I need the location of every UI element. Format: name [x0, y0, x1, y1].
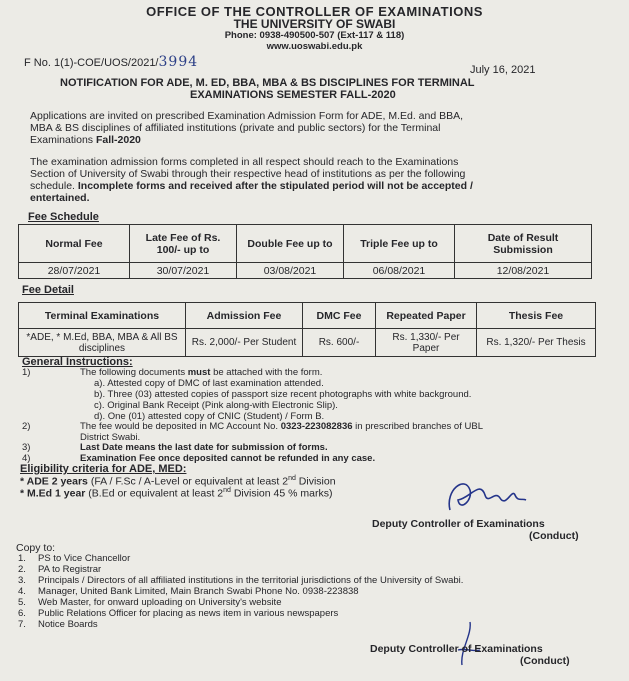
- copy-to-item: Principals / Directors of all affiliated institutions in the territorial jurisdictions of the University of Swabi.: [38, 575, 464, 586]
- copy-to-number: 1.: [18, 553, 26, 564]
- instruction-number: 1): [22, 367, 31, 378]
- instruction-number: 3): [22, 442, 31, 453]
- copy-to-number: 4.: [18, 586, 26, 597]
- instruction-2: [80, 421, 483, 432]
- fee-schedule-value: 30/07/2021: [130, 263, 237, 279]
- reference-prefix: F No. 1(1)-COE/UOS/2021/: [24, 57, 159, 69]
- para1-line3: [30, 134, 141, 146]
- eligibility-ade: [20, 475, 336, 488]
- copy-to-item: PA to Registrar: [38, 564, 102, 575]
- fee-schedule-table: [18, 224, 592, 279]
- notification-date: July 16, 2021: [470, 64, 536, 76]
- fee-detail-table: [18, 302, 596, 357]
- copy-to-number: 2.: [18, 564, 26, 575]
- instruction-2-line2: District Swabi.: [80, 432, 141, 443]
- copy-to-item: Public Relations Officer for placing as news item in various newspapers: [38, 608, 339, 619]
- fee-schedule-header: Triple Fee up to: [344, 225, 455, 263]
- eligibility-med-bold: * M.Ed 1 year: [20, 487, 86, 500]
- copy-to-number: 6.: [18, 608, 26, 619]
- instruction-sub-c: c). Original Bank Receipt (Pink along-with Electronic Slip).: [94, 400, 338, 411]
- instruction-4: Examination Fee once deposited cannot be refunded in any case.: [80, 453, 376, 464]
- fee-detail-value: Rs. 1,320/- Per Thesis: [477, 329, 596, 357]
- notification-title-line2: EXAMINATIONS SEMESTER FALL-2020: [190, 89, 396, 101]
- copy-to-number: 3.: [18, 575, 26, 586]
- phone-line: Phone: 0938-490500-507 (Ext-117 & 118): [224, 30, 405, 41]
- fee-schedule-header-row: [19, 225, 592, 263]
- instructions-title: General Instructions:: [22, 356, 133, 368]
- para2-line1: The examination admission forms completed in all respect should reach to the Examinations: [30, 156, 459, 168]
- eligibility-med: [20, 487, 332, 500]
- copy-to-number: 7.: [18, 619, 26, 630]
- fee-detail-value-row: [19, 329, 596, 357]
- signature-subtitle: (Conduct): [520, 655, 570, 667]
- fee-detail-header: Terminal Examinations: [19, 303, 186, 329]
- university-name: THE UNIVERSITY OF SWABI: [233, 17, 396, 31]
- signature-title: Deputy Controller of Examinations: [370, 643, 543, 655]
- office-title: OFFICE OF THE CONTROLLER OF EXAMINATIONS: [146, 4, 483, 19]
- fee-schedule-header: Late Fee of Rs. 100/- up to: [130, 225, 237, 263]
- fee-detail-value: *ADE, * M.Ed, BBA, MBA & All BS disciplines: [19, 329, 186, 357]
- reference-number: [24, 54, 198, 70]
- fee-schedule-value: 03/08/2021: [237, 263, 344, 279]
- instruction-2-account: 0323-223082836: [280, 421, 353, 432]
- instruction-number: 4): [22, 453, 31, 464]
- copy-to-item: Manager, United Bank Limited, Main Branch Swabi Phone No. 0938-223838: [38, 586, 359, 597]
- copy-to-number: 5.: [18, 597, 26, 608]
- eligibility-ade-bold: * ADE 2 years: [20, 475, 88, 488]
- para1-line2: MBA & BS disciplines of affiliated institutions (private and public sectors) for the Terminal: [30, 122, 441, 134]
- notification-title-line1: NOTIFICATION FOR ADE, M. ED, BBA, MBA & BS DISCIPLINES FOR TERMINAL: [60, 77, 475, 89]
- fee-detail-value: Rs. 1,330/- Per Paper: [376, 329, 477, 357]
- instruction-1-bold: must: [187, 367, 211, 378]
- fee-detail-header: Thesis Fee: [477, 303, 596, 329]
- copy-to-item: Notice Boards: [38, 619, 98, 630]
- instruction-1-text: The following documents: [80, 367, 188, 378]
- instruction-sub-a: a). Attested copy of DMC of last examination attended.: [94, 378, 324, 389]
- instruction-2-text: The fee would be deposited in MC Account No.: [80, 421, 281, 432]
- fee-detail-value: Rs. 2,000/- Per Student: [186, 329, 303, 357]
- fee-detail-title: Fee Detail: [22, 284, 74, 296]
- signature-subtitle: (Conduct): [529, 530, 579, 542]
- instruction-number: 2): [22, 421, 31, 432]
- eligibility-ade-sup: nd: [288, 475, 296, 482]
- para2-line3-text: schedule.: [30, 180, 78, 192]
- fee-schedule-value: 12/08/2021: [455, 263, 592, 279]
- fee-detail-header: Admission Fee: [186, 303, 303, 329]
- website-line: www.uoswabi.edu.pk: [266, 41, 363, 52]
- instruction-2-end: in prescribed branches of UBL: [352, 421, 483, 432]
- signature-title: Deputy Controller of Examinations: [372, 518, 545, 530]
- fee-schedule-title: Fee Schedule: [28, 211, 99, 223]
- fee-schedule-value: 28/07/2021: [19, 263, 130, 279]
- eligibility-ade-end: Division: [295, 475, 336, 488]
- fee-schedule-value: 06/08/2021: [344, 263, 455, 279]
- fee-schedule-header: Double Fee up to: [237, 225, 344, 263]
- reference-handwritten-number: 3994: [158, 54, 199, 70]
- fee-schedule-header: Normal Fee: [19, 225, 130, 263]
- instruction-sub-d: d). One (01) attested copy of CNIC (Student) / Form B.: [94, 411, 325, 422]
- eligibility-med-sup: nd: [223, 487, 231, 494]
- para1-line3-bold: Fall-2020: [95, 134, 141, 146]
- instruction-sub-b: b). Three (03) attested copies of passport size recent photographs with white background.: [94, 389, 472, 400]
- eligibility-title: Eligibility criteria for ADE, MED:: [20, 463, 187, 475]
- fee-detail-header: Repeated Paper: [376, 303, 477, 329]
- fee-detail-header: DMC Fee: [303, 303, 376, 329]
- instruction-3: Last Date means the last date for submission of forms.: [80, 442, 328, 453]
- para2-line2: Section of University of Swabi through their respective head of institutions as per the following: [30, 168, 466, 180]
- para2-line3: [30, 180, 473, 192]
- para1-line1: Applications are invited on prescribed Examination Admission Form for ADE, M.Ed. and BBA,: [30, 110, 464, 122]
- fee-schedule-value-row: [19, 263, 592, 279]
- copy-to-title: Copy to:: [16, 542, 56, 554]
- copy-to-item: Web Master, for onward uploading on University's website: [38, 597, 282, 608]
- fee-schedule-header: Date of Result Submission: [455, 225, 592, 263]
- para2-line4: entertained.: [30, 192, 90, 204]
- eligibility-med-end: Division 45 % marks): [230, 487, 333, 500]
- copy-to-item: PS to Vice Chancellor: [38, 553, 131, 564]
- fee-detail-value: Rs. 600/-: [303, 329, 376, 357]
- eligibility-med-text: (B.Ed or equivalent at least 2: [85, 487, 224, 500]
- eligibility-ade-text: (FA / F.Sc / A-Level or equivalent at least 2: [87, 475, 289, 488]
- para1-line3-text: Examinations: [30, 134, 96, 146]
- instruction-1-end: be attached with the form.: [210, 367, 323, 378]
- signature-mark: [440, 470, 530, 525]
- fee-detail-header-row: [19, 303, 596, 329]
- para2-line3-bold: Incomplete forms and received after the stipulated period will not be accepted /: [77, 180, 473, 192]
- instruction-1: [80, 367, 322, 378]
